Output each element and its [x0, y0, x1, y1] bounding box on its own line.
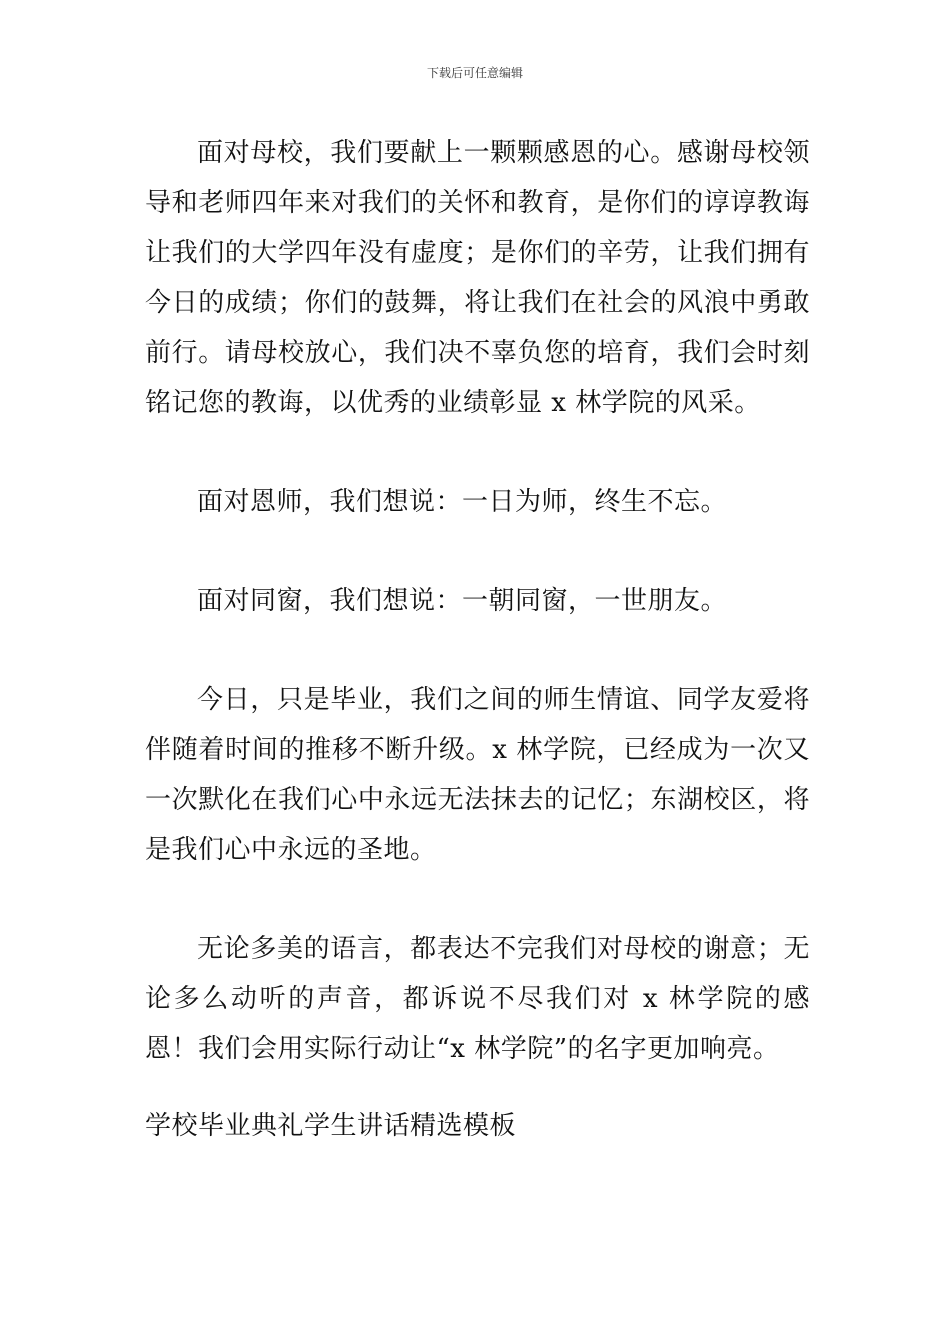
section-title: 学校毕业典礼学生讲话精选模板: [145, 1111, 517, 1141]
paragraph-gratitude: 无论多美的语言，都表达不完我们对母校的谢意；无论多么动听的声音，都诉说不尽我们对 x 林学院的感恩！我们会用实际行动让“x 林学院”的名字更加响亮。: [145, 934, 810, 1064]
paragraph-teachers: 面对恩师，我们想说：一日为师，终生不忘。: [197, 487, 728, 517]
paragraph-classmates: 面对同窗，我们想说：一朝同窗，一世朋友。: [197, 586, 728, 616]
page-header-note: 下载后可任意编辑: [426, 66, 523, 80]
paragraph-alma-mater: 面对母校，我们要献上一颗颗感恩的心。感谢母校领导和老师四年来对我们的关怀和教育，是你们的谆谆教诲让我们的大学四年没有虚度；是你们的辛劳，让我们拥有今日的成绩；你们的鼓舞，将让我们在社会的风浪中勇敢前行。请母校放心，我们决不辜负您的培育，我们会时刻铭记您的教诲，以优秀的业绩彰显 x 林学院的风采。: [145, 138, 810, 418]
document-body: [145, 128, 810, 1151]
paragraph-graduation: 今日，只是毕业，我们之间的师生情谊、同学友爱将伴随着时间的推移不断升级。x 林学院，已经成为一次又一次默化在我们心中永远无法抹去的记忆；东湖校区，将是我们心中永远的圣地。: [145, 685, 810, 865]
